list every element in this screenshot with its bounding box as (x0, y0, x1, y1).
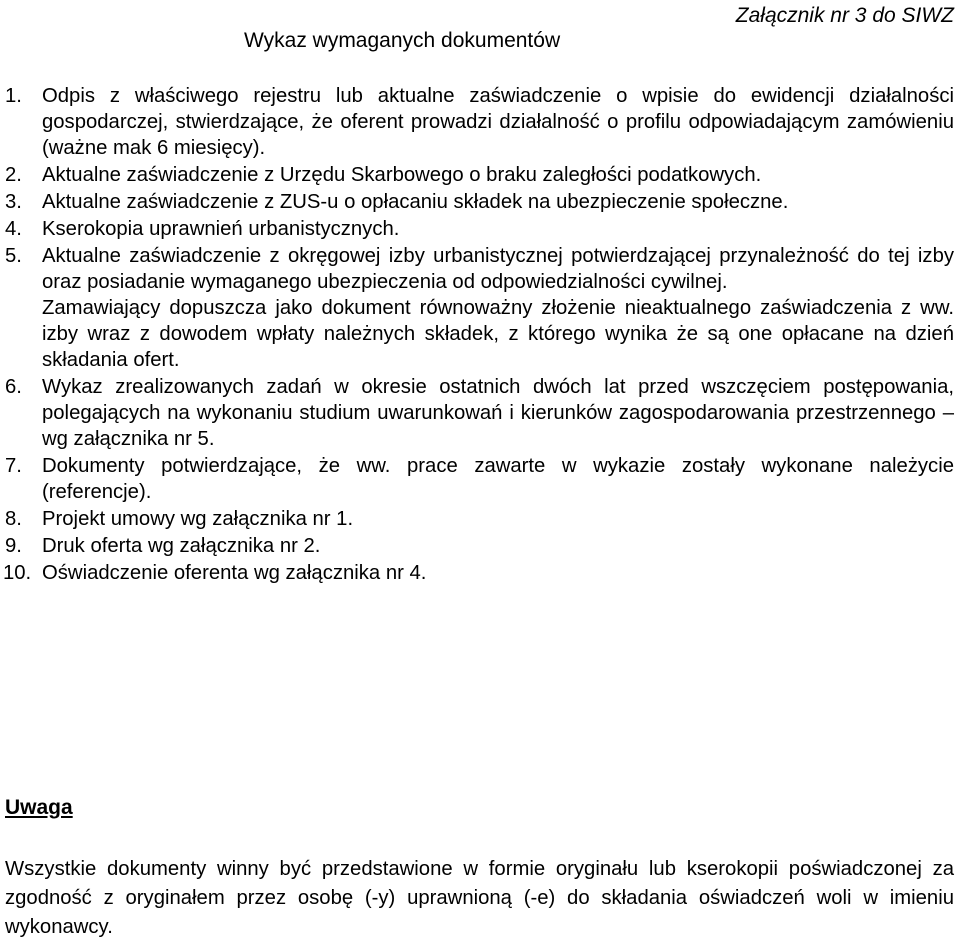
item-text: Aktualne zaświadczenie z ZUS-u o opłacaniu składek na ubezpieczenie społeczne. (42, 191, 789, 213)
list-item (0, 560, 954, 586)
item-number: 9. (5, 535, 22, 557)
item-number: 7. (5, 455, 22, 477)
item-text: Projekt umowy wg załącznika nr 1. (42, 508, 354, 530)
note-text: Wszystkie dokumenty winny być przedstawione w formie oryginału lub kserokopii poświadczonej za zgodność z oryginałem przez osobę (-y) uprawnioną (-e) do składania oświadczeń woli w imieniu wykonawcy. (5, 858, 954, 938)
item-text: Wykaz zrealizowanych zadań w okresie ostatnich dwóch lat przed wszczęciem postępowania, polegających na wykonaniu studium uwarunkowań i kierunków zagospodarowania przestrzennego – wg załącznika nr 5. (42, 376, 954, 450)
list-item (0, 374, 954, 452)
item-text: Odpis z właściwego rejestru lub aktualne zaświadczenie o wpisie do ewidencji działalności gospodarczej, stwierdzające, że oferent prowadzi działalność o profilu odpowiadającym zamówieniu (ważne mak 6 miesięcy). (42, 85, 954, 159)
note-heading: Uwaga (5, 796, 73, 819)
required-documents-list (0, 83, 954, 587)
item-number: 4. (5, 218, 22, 240)
list-item (0, 83, 954, 161)
item-number: 1. (5, 85, 22, 107)
item-number: 8. (5, 508, 22, 530)
list-item (0, 506, 954, 532)
item-text: Druk oferta wg załącznika nr 2. (42, 535, 321, 557)
item-text: Dokumenty potwierdzające, że ww. prace zawarte w wykazie zostały wykonane należycie (referencje). (42, 455, 954, 503)
list-item (0, 533, 954, 559)
document-title: Wykaz wymaganych dokumentów (244, 29, 561, 52)
item-number: 5. (5, 245, 22, 267)
item-number: 6. (5, 376, 22, 398)
annex-label: Załącznik nr 3 do SIWZ (735, 4, 954, 27)
list-item (0, 453, 954, 505)
item-number: 2. (5, 164, 22, 186)
item-text: Aktualne zaświadczenie z Urzędu Skarbowego o braku zaległości podatkowych. (42, 164, 762, 186)
list-item (0, 162, 954, 188)
item-number: 10. (3, 562, 32, 584)
list-item (0, 243, 954, 373)
item-text: Aktualne zaświadczenie z okręgowej izby urbanistycznej potwierdzającej przynależność do tej izby oraz posiadanie wymaganego ubezpieczenia od odpowiedzialności cywilnej. (42, 245, 954, 293)
item-text: Oświadczenie oferenta wg załącznika nr 4. (42, 562, 427, 584)
item-number: 3. (5, 191, 22, 213)
item-extra-text: Zamawiający dopuszcza jako dokument równoważny złożenie nieaktualnego zaświadczenia z ww. izby wraz z dowodem wpłaty należnych składek, z którego wynika że są one opłacane na dzień składania ofert. (42, 297, 954, 371)
list-item (0, 216, 954, 242)
list-item (0, 189, 954, 215)
item-text: Kserokopia uprawnień urbanistycznych. (42, 218, 400, 240)
